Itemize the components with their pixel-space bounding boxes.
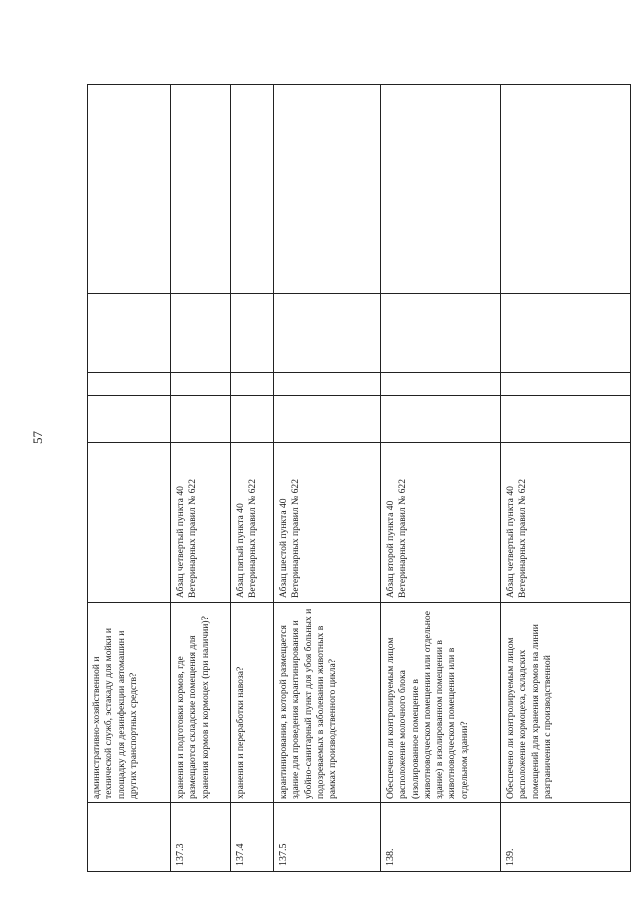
legal-reference: Абзац шестой пункта 40 Ветеринарных правил № 622 — [278, 479, 302, 598]
question-text: Обеспечено ли контролируемым лицом расположение молочного блока (изолированное помещение в животноводческом помещении или отдельное здание) в изолированном помещении в животноводческом помещении или в отдельном здании? — [385, 610, 470, 799]
column-divider — [87, 442, 631, 443]
table-border-top — [87, 84, 631, 85]
column-divider — [87, 372, 631, 373]
row-divider — [500, 84, 501, 872]
row-number: 138. — [385, 848, 396, 866]
question-text: хранения и переработки навоза? — [235, 666, 246, 799]
row-number: 137.5 — [278, 843, 289, 866]
table-border-right — [630, 84, 631, 872]
row-divider — [273, 84, 274, 872]
row-number: 139. — [505, 848, 516, 866]
table-border-left — [87, 84, 88, 872]
question-text: карантинирования, в которой размещается здание для проведения карантинирования и убойно-санитарный пункт для убоя больных и подозреваемых в заболевании животных в рамках производственного цикла? — [278, 608, 339, 799]
table-border-bottom — [87, 871, 631, 872]
column-divider — [87, 395, 631, 396]
legal-reference: Абзац четвертый пункта 40 Ветеринарных правил № 622 — [505, 479, 529, 598]
row-divider — [380, 84, 381, 872]
column-divider — [87, 802, 631, 803]
legal-reference: Абзац пятый пункта 40 Ветеринарных правил № 622 — [235, 479, 259, 598]
row-divider — [170, 84, 171, 872]
question-text: Обеспечено ли контролируемым лицом расположение кормоцеха, складских помещений для хранения кормов на линии разграничения с производственной — [505, 624, 553, 799]
question-text: хранения и подготовки кормов, где размещаются складские помещения для хранения кормов и кормоцех (при наличии)? — [175, 616, 211, 799]
row-divider — [230, 84, 231, 872]
question-text: административно-хозяйственной и технической служб, эстакаду для мойки и площадку для дезинфекции автомашин и других транспортных средств? — [91, 628, 139, 799]
legal-reference: Абзац четвертый пункта 40 Ветеринарных правил № 622 — [175, 479, 199, 598]
requirements-table — [87, 84, 631, 872]
row-number: 137.3 — [175, 843, 186, 866]
legal-reference: Абзац второй пункта 40 Ветеринарных правил № 622 — [385, 479, 409, 598]
column-divider — [87, 602, 631, 603]
row-number: 137.4 — [235, 843, 246, 866]
column-divider — [87, 293, 631, 294]
page-number: 57 — [30, 431, 45, 444]
